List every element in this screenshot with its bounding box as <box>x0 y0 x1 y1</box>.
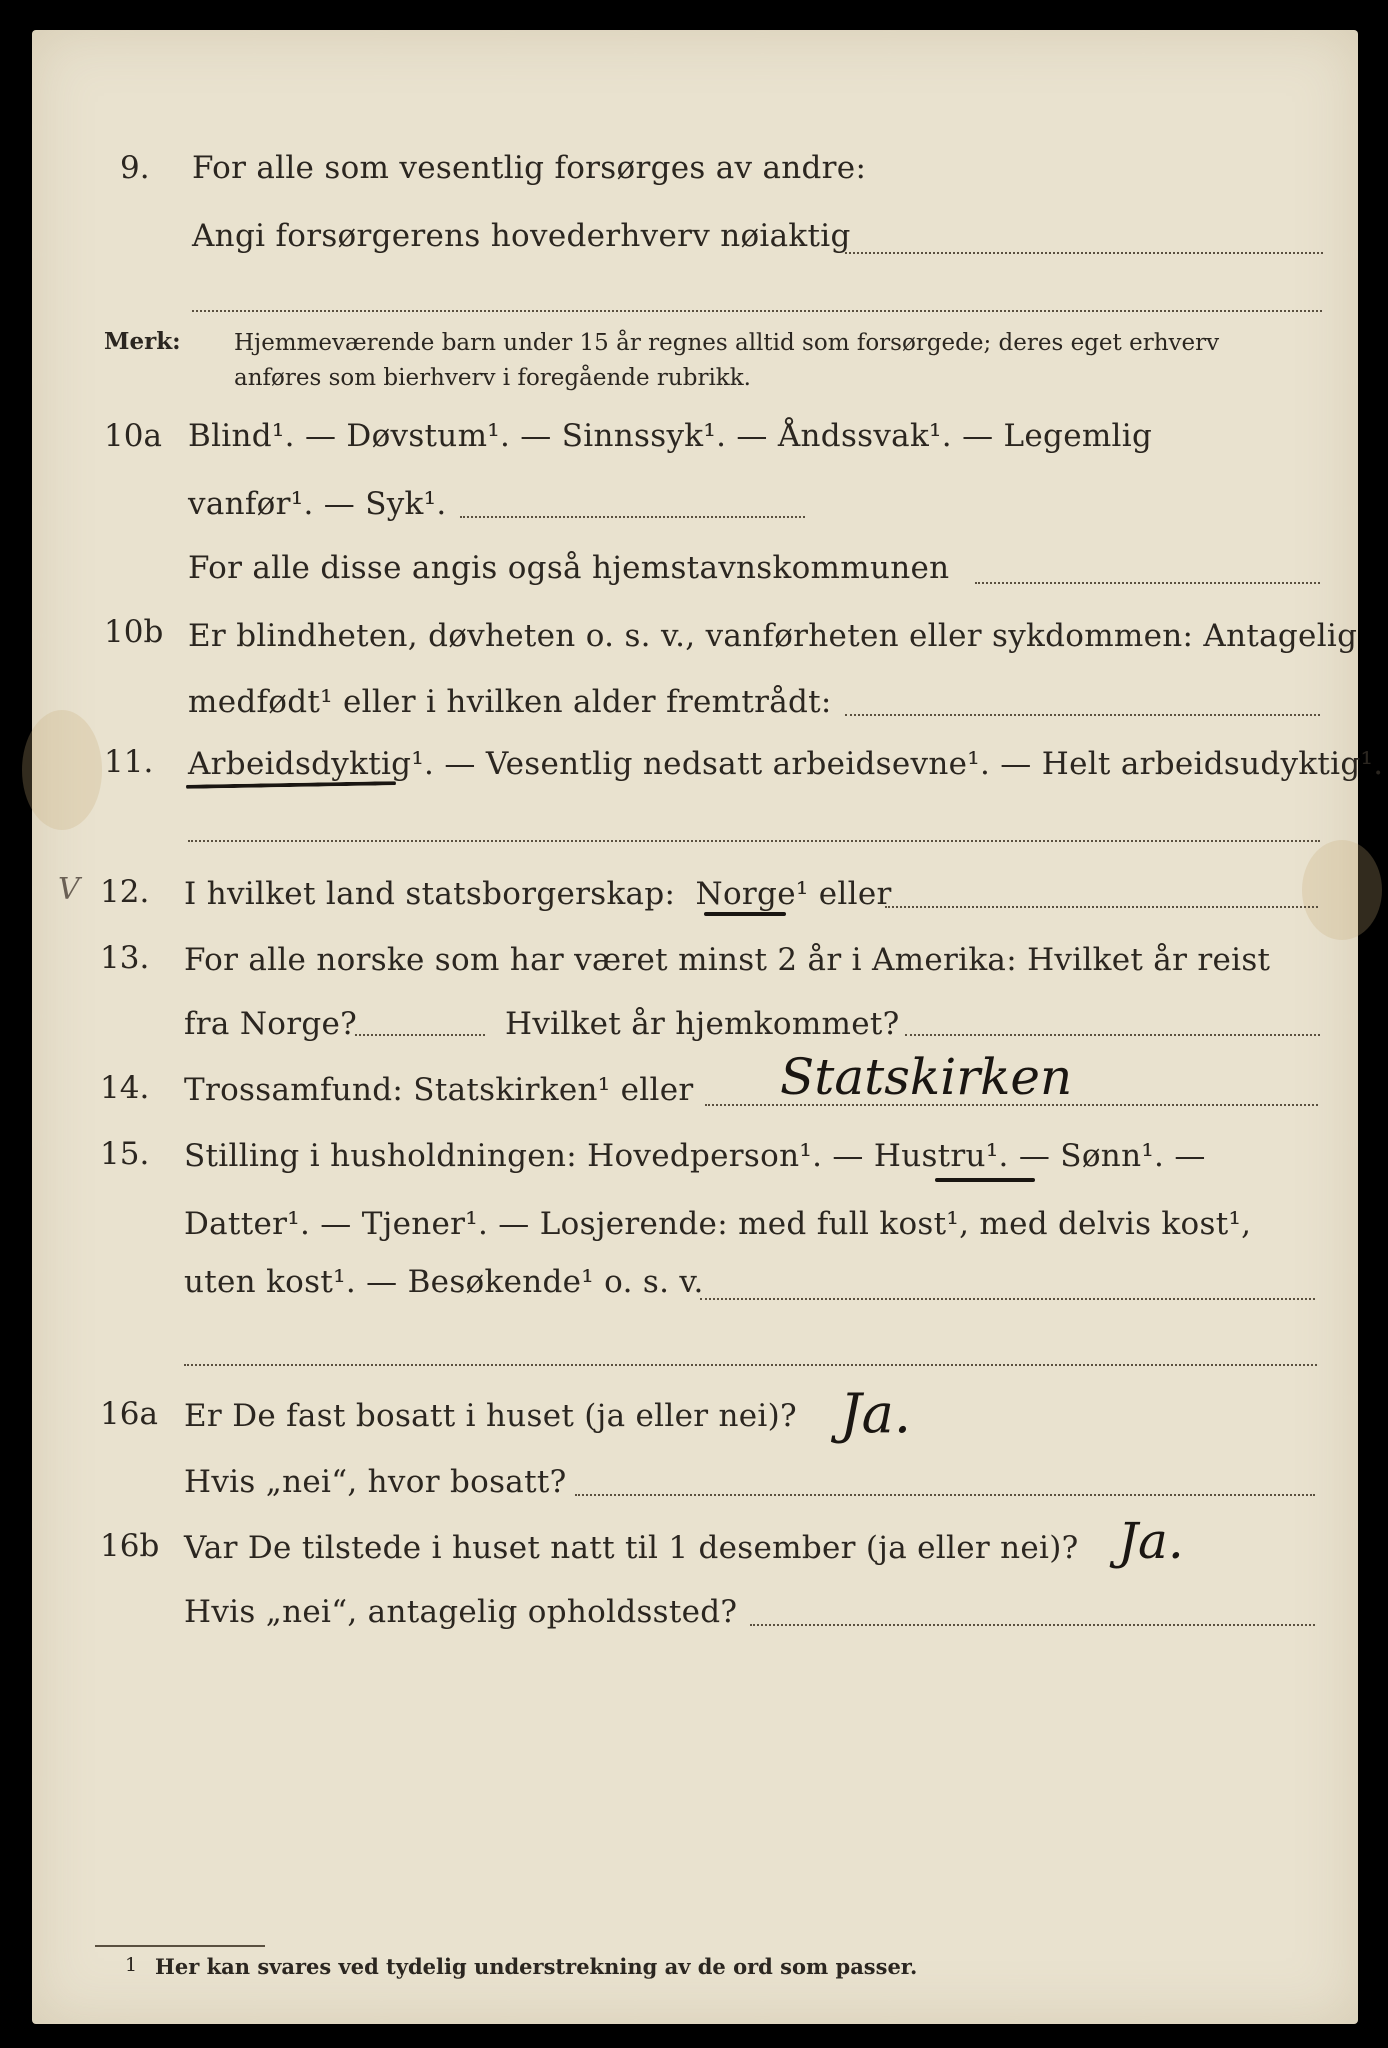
q15-line1 <box>184 1138 1206 1174</box>
q10b-line2: medfødt¹ eller i hvilken alder fremtrådt: <box>188 684 832 720</box>
q11-line1-rest: ¹. — Vesentlig nedsatt arbeidsevne¹. — Helt arbeidsudyktig¹. <box>411 746 1384 782</box>
q16a-number: 16a <box>100 1396 158 1432</box>
q10a-line2: vanfør¹. — Syk¹. <box>188 486 447 522</box>
q16a-answer-field[interactable] <box>575 1494 1315 1496</box>
merk-label: Merk: <box>104 328 181 355</box>
q9-line2: Angi forsørgerens hovederhverv nøiaktig <box>192 218 851 254</box>
q9-line1: For alle som vesentlig forsørges av andre: <box>192 150 867 186</box>
q16a-handwritten-answer: Ja. <box>840 1382 912 1445</box>
q10a-answer-field[interactable] <box>460 516 805 518</box>
q15-line1b: ¹. — Sønn¹. — <box>985 1138 1206 1174</box>
q10b-line1: Er blindheten, døvheten o. s. v., vanførheten eller sykdommen: Antagelig <box>188 618 1358 654</box>
q10a-kommune-field[interactable] <box>975 582 1320 584</box>
q9-answer-field[interactable] <box>845 252 1323 254</box>
q10b-answer-field[interactable] <box>845 714 1320 716</box>
q12-underline-mark <box>704 912 786 916</box>
q15-number: 15. <box>100 1136 150 1172</box>
q10a-number: 10a <box>104 418 162 454</box>
q15-line1a: Stilling i husholdningen: Hovedperson¹. — <box>184 1138 864 1174</box>
q11-option-arbeidsdyktig[interactable]: Arbeidsdyktig <box>188 746 412 782</box>
q13-hjemkommet-field[interactable] <box>905 1034 1320 1036</box>
q15-answer-field[interactable] <box>700 1298 1315 1300</box>
q12-line1 <box>184 876 892 912</box>
footnote-text: Her kan svares ved tydelig understrekning av de ord som passer. <box>155 1954 918 1979</box>
q12-margin-mark: V <box>58 872 80 907</box>
q9-number: 9. <box>120 150 150 186</box>
q11-answer-field[interactable] <box>188 840 1320 842</box>
q12-option-norge[interactable]: Norge <box>695 876 796 912</box>
q13-line2a: fra Norge? <box>184 1006 358 1042</box>
q15-underline-mark <box>935 1178 1035 1182</box>
merk-line1: Hjemmeværende barn under 15 år regnes alltid som forsørgede; deres eget erhverv <box>234 330 1220 356</box>
q13-reist-field[interactable] <box>355 1034 485 1036</box>
q14-line1: Trossamfund: Statskirken¹ eller <box>184 1072 694 1108</box>
q10a-line3: For alle disse angis også hjemstavnskommunen <box>188 550 950 586</box>
q15-line3: uten kost¹. — Besøkende¹ o. s. v. <box>184 1264 704 1300</box>
q10a-line1: Blind¹. — Døvstum¹. — Sinnssyk¹. — Åndssvak¹. — Legemlig <box>188 418 1153 454</box>
q14-handwritten-answer: Statskirken <box>780 1048 1073 1106</box>
merk-line2: anføres som bierhverv i foregående rubrikk. <box>234 365 751 391</box>
q15-line2: Datter¹. — Tjener¹. — Losjerende: med full kost¹, med delvis kost¹, <box>184 1206 1252 1242</box>
q13-number: 13. <box>100 940 150 976</box>
footnote-mark: 1 <box>125 1954 138 1976</box>
q14-number: 14. <box>100 1070 150 1106</box>
q16a-line2: Hvis „nei“, hvor bosatt? <box>184 1464 567 1500</box>
q12-answer-field[interactable] <box>885 906 1318 908</box>
q16b-answer-field[interactable] <box>750 1624 1315 1626</box>
q12-question: I hvilket land statsborgerskap: <box>184 876 676 912</box>
q15-option-hustru[interactable]: Hustru <box>873 1138 986 1174</box>
q16b-line2: Hvis „nei“, antagelig opholdssted? <box>184 1594 738 1630</box>
q13-line2b: Hvilket år hjemkommet? <box>505 1006 900 1042</box>
q16b-handwritten-answer: Ja. <box>1118 1512 1184 1570</box>
q13-line1: For alle norske som har været minst 2 år i Amerika: Hvilket år reist <box>184 942 1271 978</box>
q16a-line1: Er De fast bosatt i huset (ja eller nei)? <box>184 1398 797 1434</box>
q16b-line1: Var De tilstede i huset natt til 1 desember (ja eller nei)? <box>184 1530 1079 1566</box>
q16b-number: 16b <box>100 1528 160 1564</box>
q12-number: 12. <box>100 874 150 910</box>
q10b-number: 10b <box>104 614 164 650</box>
footnote-rule <box>95 1945 265 1947</box>
paper-stain <box>1302 840 1382 940</box>
q9-answer-field-2[interactable] <box>192 310 1322 312</box>
q15-answer-field-2[interactable] <box>184 1364 1317 1366</box>
q11-number: 11. <box>104 744 154 780</box>
q11-line1 <box>188 746 1383 782</box>
paper-stain <box>22 710 102 830</box>
q12-line1-rest: ¹ eller <box>795 876 892 912</box>
